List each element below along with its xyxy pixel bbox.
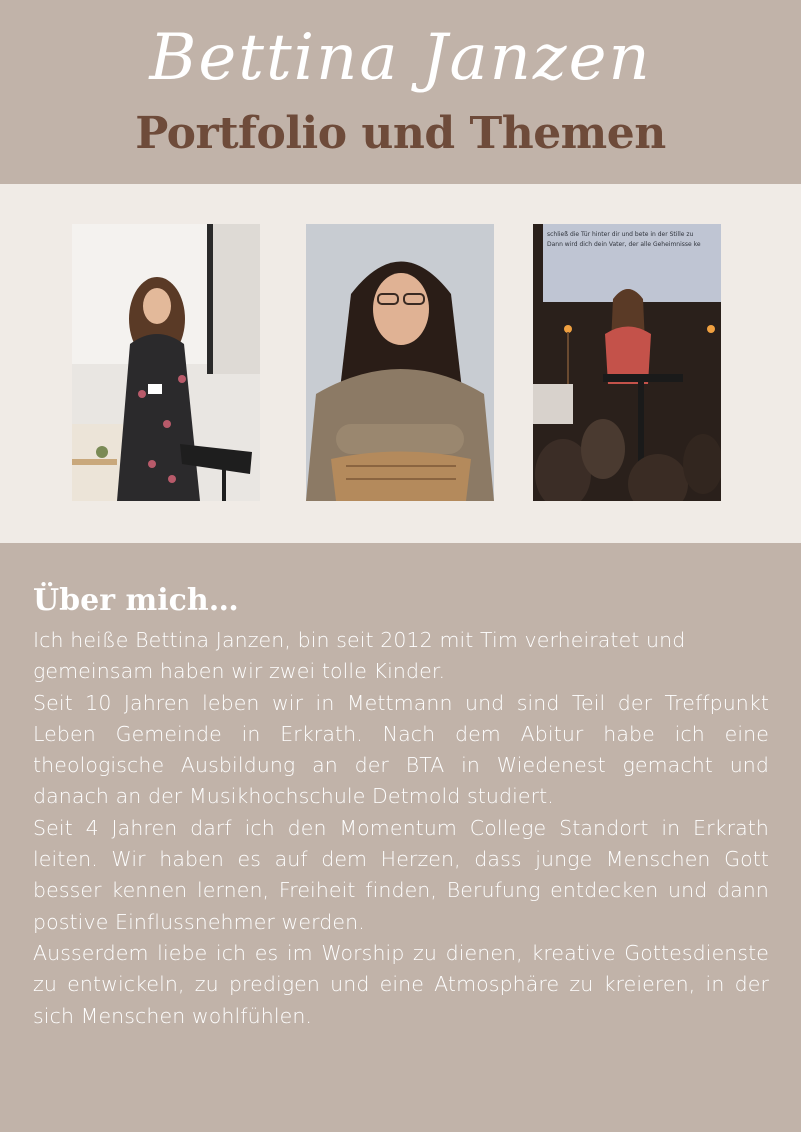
about-paragraph-3: Seit 4 Jahren darf ich den Momentum College Standort in Erkrath leiten. Wir haben es auf dem Herzen, dass junge Menschen Gott besser kennen lernen, Freiheit finden, Berufung entdecken und dann postive Einflussnehmer werden. — [33, 815, 769, 934]
about-paragraph-2: Seit 10 Jahren leben wir in Mettmann und sind Teil der Treffpunkt Leben Gemeinde in Erkrath. Nach dem Abitur habe ich eine theologische Ausbildung an der BTA in Wiedenest gemacht und danach an der Musikhochschule Detmold studiert. — [33, 690, 769, 809]
svg-text:Dann wird dich dein Vater, der: Dann wird dich dein Vater, der alle Geheimnisse ke — [547, 241, 701, 248]
about-section — [0, 543, 801, 1132]
name-script-title: Bettina Janzen — [149, 21, 652, 95]
about-paragraph-1: Ich heiße Bettina Janzen, bin seit 2012 mit Tim verheiratet und gemeinsam haben wir zwei tolle Kinder. — [33, 628, 686, 684]
header-banner — [0, 0, 801, 184]
photo-speaking-microphone — [72, 224, 260, 501]
page-subtitle: Portfolio und Themen — [135, 108, 666, 159]
about-title: Über mich… — [33, 583, 239, 618]
photo-gallery — [0, 184, 801, 543]
photo-portrait-chair — [306, 224, 494, 501]
photo-stage-worship — [533, 224, 721, 501]
about-paragraph-4: Ausserdem liebe ich es im Worship zu dienen, kreative Gottesdienste zu entwickeln, zu predigen und eine Atmosphäre zu kreieren, in der sich Menschen wohlfühlen. — [33, 940, 769, 1028]
svg-text:schließ die Tür hinter dir und: schließ die Tür hinter dir und bete in der Stille zu — [547, 231, 694, 238]
about-body — [33, 625, 769, 1032]
